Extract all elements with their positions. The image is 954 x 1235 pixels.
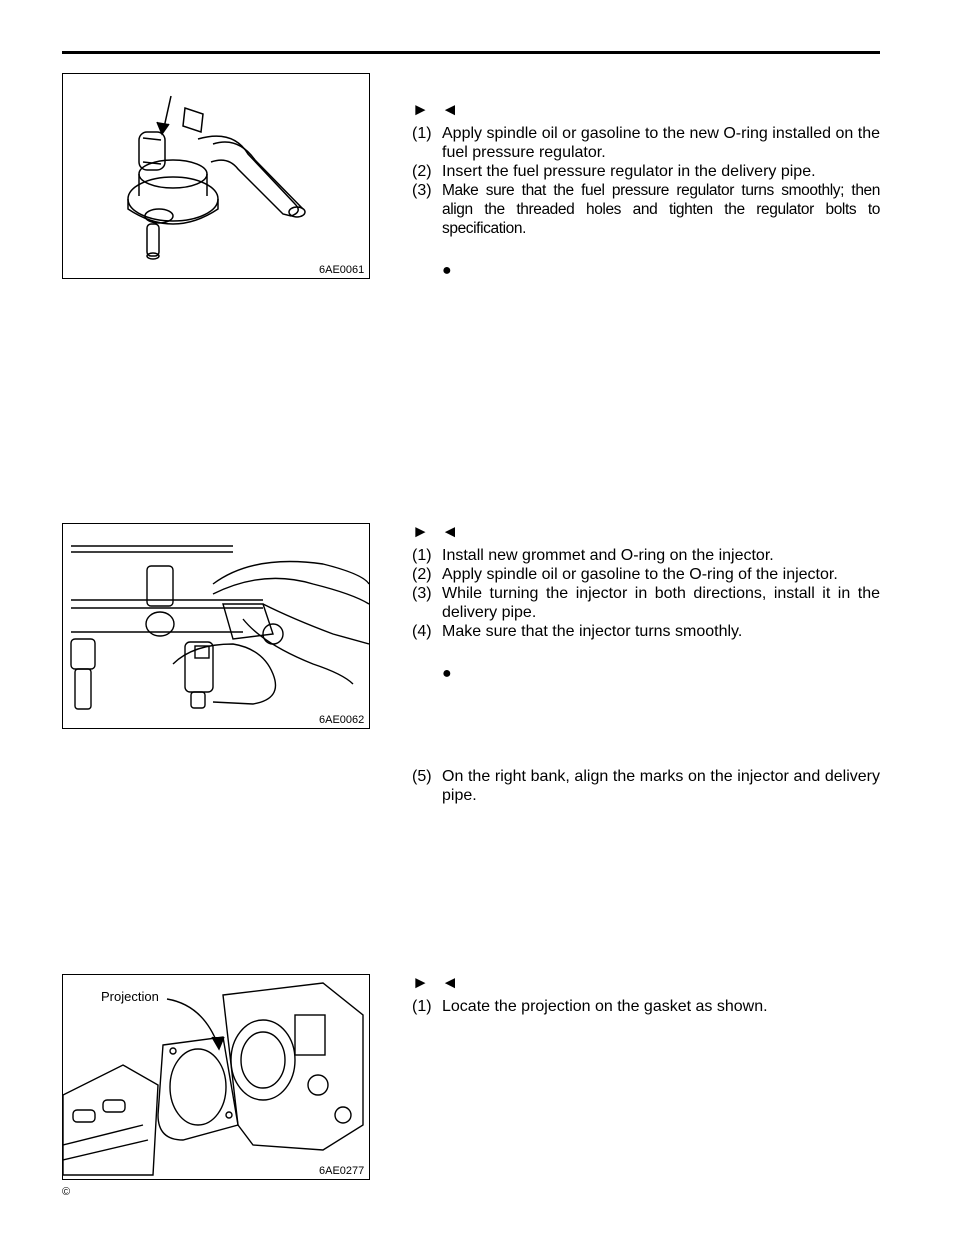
regulator-illustration (63, 74, 369, 278)
step-text: On the right bank, align the marks on the injector and delivery pipe. (442, 768, 880, 804)
section-gasket-install (412, 973, 880, 1016)
section-regulator-install (412, 100, 880, 238)
step-number: (3) (412, 182, 432, 199)
step-item (412, 997, 880, 1016)
step-number: (2) (412, 163, 432, 180)
figure-code: 6AE0061 (319, 264, 365, 276)
step-number: (3) (412, 585, 432, 602)
step-item (412, 162, 880, 181)
step-text: Make sure that the injector turns smoothly. (442, 623, 743, 640)
projection-callout: Projection (101, 989, 159, 1004)
step-number: (1) (412, 547, 432, 564)
section-markers: ► ◄ (412, 100, 463, 119)
step-item (412, 546, 880, 565)
step-item (412, 124, 880, 162)
figure-gasket-projection (62, 974, 370, 1180)
step-item (412, 181, 880, 238)
step-number: (2) (412, 566, 432, 583)
copyright-mark: © (62, 1186, 71, 1198)
step-text: Make sure that the fuel pressure regulator turns smoothly; then align the threaded holes and tighten the regulator bolts to specification. (442, 182, 880, 237)
step-number: (4) (412, 623, 432, 640)
step-text: Insert the fuel pressure regulator in the delivery pipe. (442, 163, 816, 180)
step-text: Apply spindle oil or gasoline to the O-ring of the injector. (442, 566, 838, 583)
bullet-marker: ● (442, 665, 452, 682)
step-text: Locate the projection on the gasket as shown. (442, 998, 768, 1015)
section-injector-step5 (412, 767, 880, 805)
step-text: Apply spindle oil or gasoline to the new O-ring installed on the fuel pressure regulator. (442, 125, 880, 161)
figure-fuel-pressure-regulator (62, 73, 370, 279)
bullet-marker: ● (442, 262, 452, 279)
section-markers: ► ◄ (412, 522, 463, 541)
step-number: (1) (412, 998, 432, 1015)
injector-illustration (63, 524, 369, 728)
figure-code: 6AE0062 (319, 714, 365, 726)
figure-code: 6AE0277 (319, 1165, 365, 1177)
step-text: Install new grommet and O-ring on the injector. (442, 547, 774, 564)
section-injector-install (412, 522, 880, 641)
step-item (412, 622, 880, 641)
step-text: While turning the injector in both directions, install it in the delivery pipe. (442, 585, 880, 621)
top-rule (62, 51, 880, 54)
step-number: (1) (412, 125, 432, 142)
step-item (412, 767, 880, 805)
step-item (412, 565, 880, 584)
figure-injector-install (62, 523, 370, 729)
step-item (412, 584, 880, 622)
step-number: (5) (412, 768, 432, 785)
section-markers: ► ◄ (412, 973, 463, 992)
gasket-illustration (63, 975, 369, 1179)
